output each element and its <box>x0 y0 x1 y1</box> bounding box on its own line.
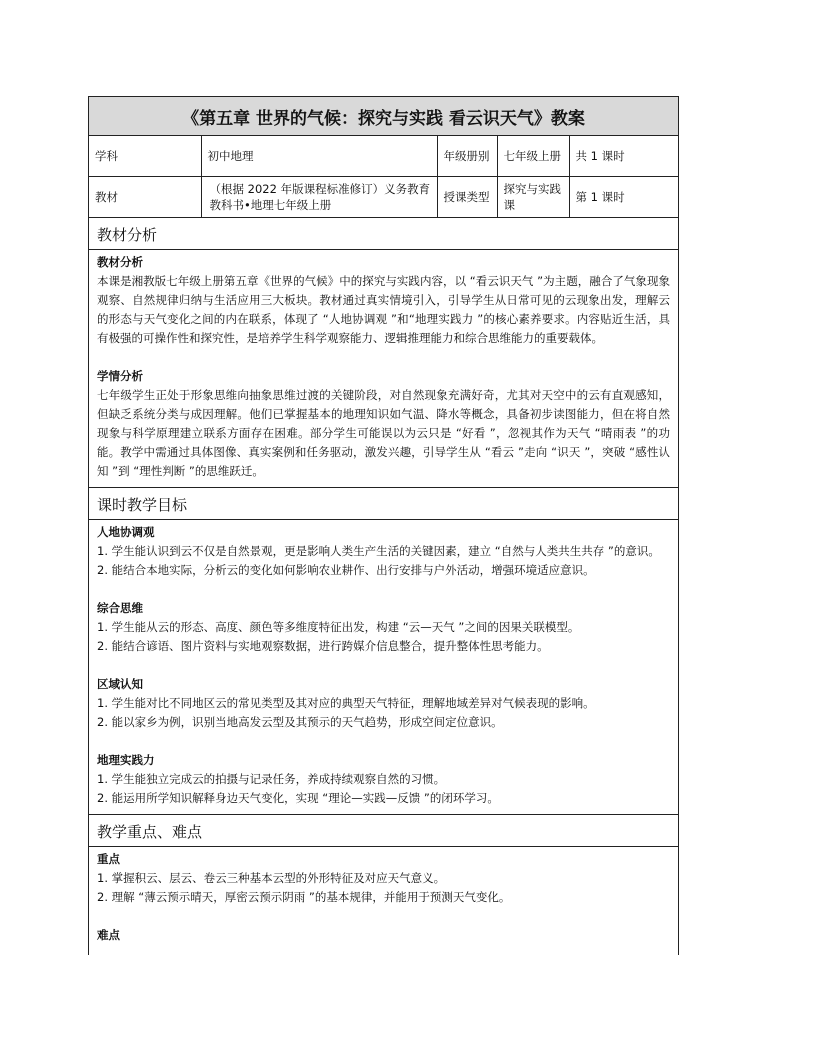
key-point-item: 1. 掌握积云、层云、卷云三种基本云型的外形特征及对应天气意义。 <box>97 871 446 885</box>
subheading-difficulties: 难点 <box>97 928 120 942</box>
subheading-student-analysis: 学情分析 <box>97 369 143 383</box>
lesson-plan-document <box>88 96 679 955</box>
objective-item: 2. 能运用所学知识解释身边天气变化，实现 “理论—实践—反馈 ”的闭环学习。 <box>97 791 499 805</box>
section-body-key-points <box>89 847 678 951</box>
section-body-objectives <box>89 520 678 815</box>
section-body-analysis <box>89 250 678 488</box>
value-lesson-number: 第 1 课时 <box>569 177 678 218</box>
section-heading-analysis: 教材分析 <box>89 218 678 250</box>
objective-item: 1. 学生能对比不同地区云的常见类型及其对应的典型天气特征，理解地域差异对气候表现的影响。 <box>97 696 595 710</box>
objective-item: 1. 学生能认识到云不仅是自然景观，更是影响人类生产生活的关键因素，建立 “自然与人类共生共存 ”的意识。 <box>97 544 660 558</box>
info-row-textbook <box>89 177 678 218</box>
objective-item: 2. 能以家乡为例，识别当地高发云型及其预示的天气趋势，形成空间定位意识。 <box>97 715 503 729</box>
document-title: 《第五章 世界的气候：探究与实践 看云识天气》教案 <box>89 97 678 136</box>
objective-heading-human-earth: 人地协调观 <box>97 525 155 539</box>
objective-item: 1. 学生能从云的形态、高度、颜色等多维度特征出发，构建 “云—天气 ”之间的因果关联模型。 <box>97 620 580 634</box>
objective-item: 1. 学生能独立完成云的拍摄与记录任务，养成持续观察自然的习惯。 <box>97 772 446 786</box>
paragraph-student-analysis: 七年级学生正处于形象思维向抽象思维过渡的关键阶段，对自然现象充满好奇，尤其对天空中的云有直观感知，但缺乏系统分类与成因理解。他们已掌握基本的地理知识如气温、降水等概念，具备初步读图能力，但在将自然现象与科学原理建立联系方面存在困难。部分学生可能误以为云只是 “好看 ”，忽视其作为天气 “晴雨表 ”的功能。教学中需通过具体图像、真实案例和任务驱动，激发兴趣，引导学生从 “看云 ”走向 “识天 ”，突破 “感性认知 ”到 “理性判断 ”的思维跃迁。 <box>97 388 670 478</box>
paragraph-textbook-analysis: 本课是湘教版七年级上册第五章《世界的气候》中的探究与实践内容，以 “看云识天气 ”为主题，融合了气象现象观察、自然规律归纳与生活应用三大板块。教材通过真实情境引入，引导学生从日常可见的云现象出发，理解云的形态与天气变化之间的内在联系，体现了 “人地协调观 ”和“地理实践力 ”的核心素养要求。内容贴近生活，具有极强的可操作性和探究性，是培养学生科学观察能力、逻辑推理能力和综合思维能力的重要载体。 <box>97 274 670 345</box>
objective-heading-integrated-thinking: 综合思维 <box>97 601 143 615</box>
subheading-key-points: 重点 <box>97 852 120 866</box>
section-heading-key-points: 教学重点、难点 <box>89 815 678 847</box>
value-lesson-type: 探究与实践课 <box>497 177 569 218</box>
section-heading-objectives: 课时教学目标 <box>89 488 678 520</box>
value-textbook: （根据 2022 年版课程标准修订）义务教育教科书•地理七年级上册 <box>201 177 437 218</box>
info-row-subject <box>89 136 678 177</box>
objective-item: 2. 能结合谚语、图片资料与实地观察数据，进行跨媒介信息整合，提升整体性思考能力。 <box>97 639 549 653</box>
label-textbook: 教材 <box>89 177 201 218</box>
value-total-hours: 共 1 课时 <box>569 136 678 177</box>
key-point-item: 2. 理解 “薄云预示晴天，厚密云预示阴雨 ”的基本规律，并能用于预测天气变化。 <box>97 890 511 904</box>
objective-item: 2. 能结合本地实际，分析云的变化如何影响农业耕作、出行安排与户外活动，增强环境适应意识。 <box>97 563 595 577</box>
label-lesson-type: 授课类型 <box>437 177 497 218</box>
info-table <box>89 136 678 218</box>
subheading-textbook-analysis: 教材分析 <box>97 255 143 269</box>
label-grade: 年级册别 <box>437 136 497 177</box>
label-subject: 学科 <box>89 136 201 177</box>
value-subject: 初中地理 <box>201 136 437 177</box>
value-grade: 七年级上册 <box>497 136 569 177</box>
objective-heading-regional-cognition: 区域认知 <box>97 677 143 691</box>
objective-heading-practice: 地理实践力 <box>97 753 155 767</box>
